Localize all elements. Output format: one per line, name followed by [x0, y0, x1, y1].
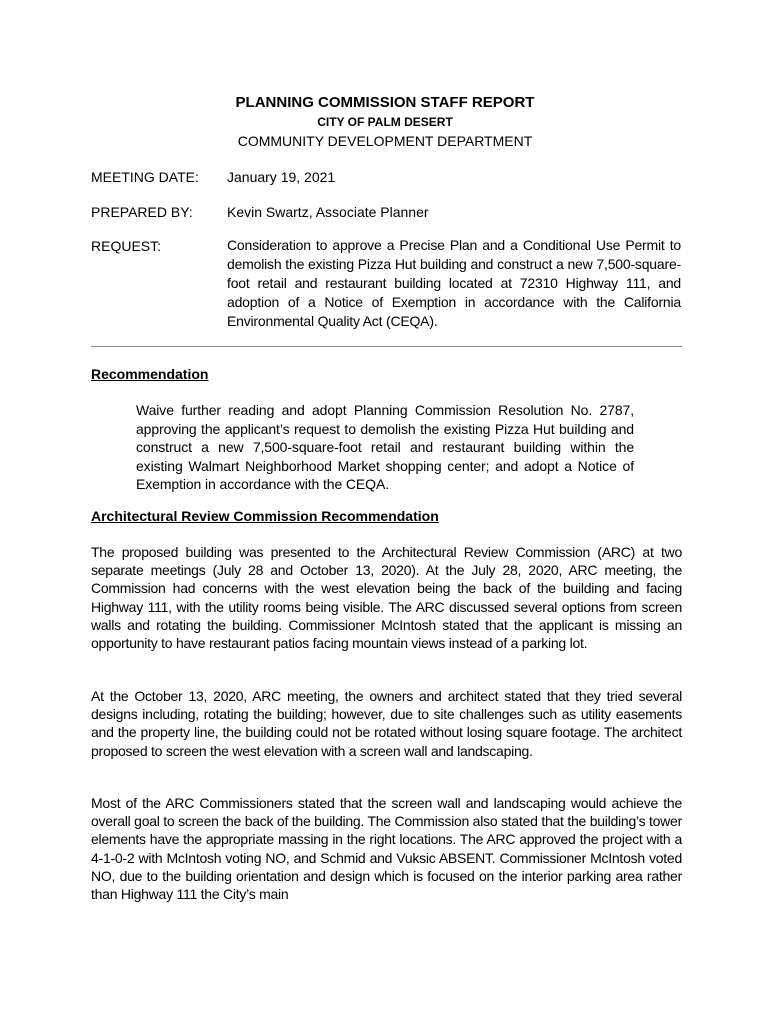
prepared-by-value: Kevin Swartz, Associate Planner [227, 204, 429, 220]
city-name: CITY OF PALM DESERT [317, 115, 453, 129]
arc-heading: Architectural Review Commission Recommendation [91, 508, 439, 524]
section-divider [91, 346, 682, 347]
prepared-by-label: PREPARED BY: [91, 204, 193, 220]
arc-paragraph: At the October 13, 2020, ARC meeting, the owners and architect stated that they tried several designs including, rotating the building; however, due to site challenges such as utility easements and the property line, the building could not be rotated without losing square footage. The architect proposed to screen the west elevation with a screen wall and landscaping. [91, 688, 682, 759]
recommendation-heading: Recommendation [91, 366, 209, 382]
meeting-date-value: January 19, 2021 [227, 169, 336, 185]
meeting-date-label: MEETING DATE: [91, 169, 199, 185]
request-text: Consideration to approve a Precise Plan and a Conditional Use Permit to demolish the existing Pizza Hut building and construct a new 7,500-square-foot retail and restaurant building located at 72310 Highway 111, and adoption of a Notice of Exemption in accordance with the California Environmental Quality Act (CEQA). [227, 237, 681, 329]
request-label: REQUEST: [91, 238, 162, 254]
arc-paragraph: The proposed building was presented to the Architectural Review Commission (ARC) at two separate meetings (July 28 and October 13, 2020). At the July 28, 2020, ARC meeting, the Commission had concerns with the west elevation being the back of the building and facing Highway 111, with the utility rooms being visible. The ARC discussed several options from screen walls and rotating the building. Commissioner McIntosh stated that the applicant is missing an opportunity to have restaurant patios facing mountain views instead of a parking lot. [91, 544, 682, 652]
arc-paragraph: Most of the ARC Commissioners stated that the screen wall and landscaping would achieve the overall goal to screen the back of the building. The Commission also stated that the building’s tower elements have the appropriate massing in the right locations. The ARC approved the project with a 4-1-0-2 with McIntosh voting NO, and Schmid and Vuksic ABSENT. Commissioner McIntosh voted NO, due to the building orientation and design which is focused on the interior parking area rather than Highway 111 the City’s main [91, 795, 682, 903]
department-name: COMMUNITY DEVELOPMENT DEPARTMENT [237, 133, 533, 149]
report-title: PLANNING COMMISSION STAFF REPORT [235, 94, 535, 111]
recommendation-text: Waive further reading and adopt Planning Commission Resolution No. 2787, approving the applicant’s request to demolish the existing Pizza Hut building and construct a new 7,500-square-foot retail and restaurant building within the existing Walmart Neighborhood Market shopping center; and adopt a Notice of Exemption in accordance with the CEQA. [136, 402, 634, 492]
